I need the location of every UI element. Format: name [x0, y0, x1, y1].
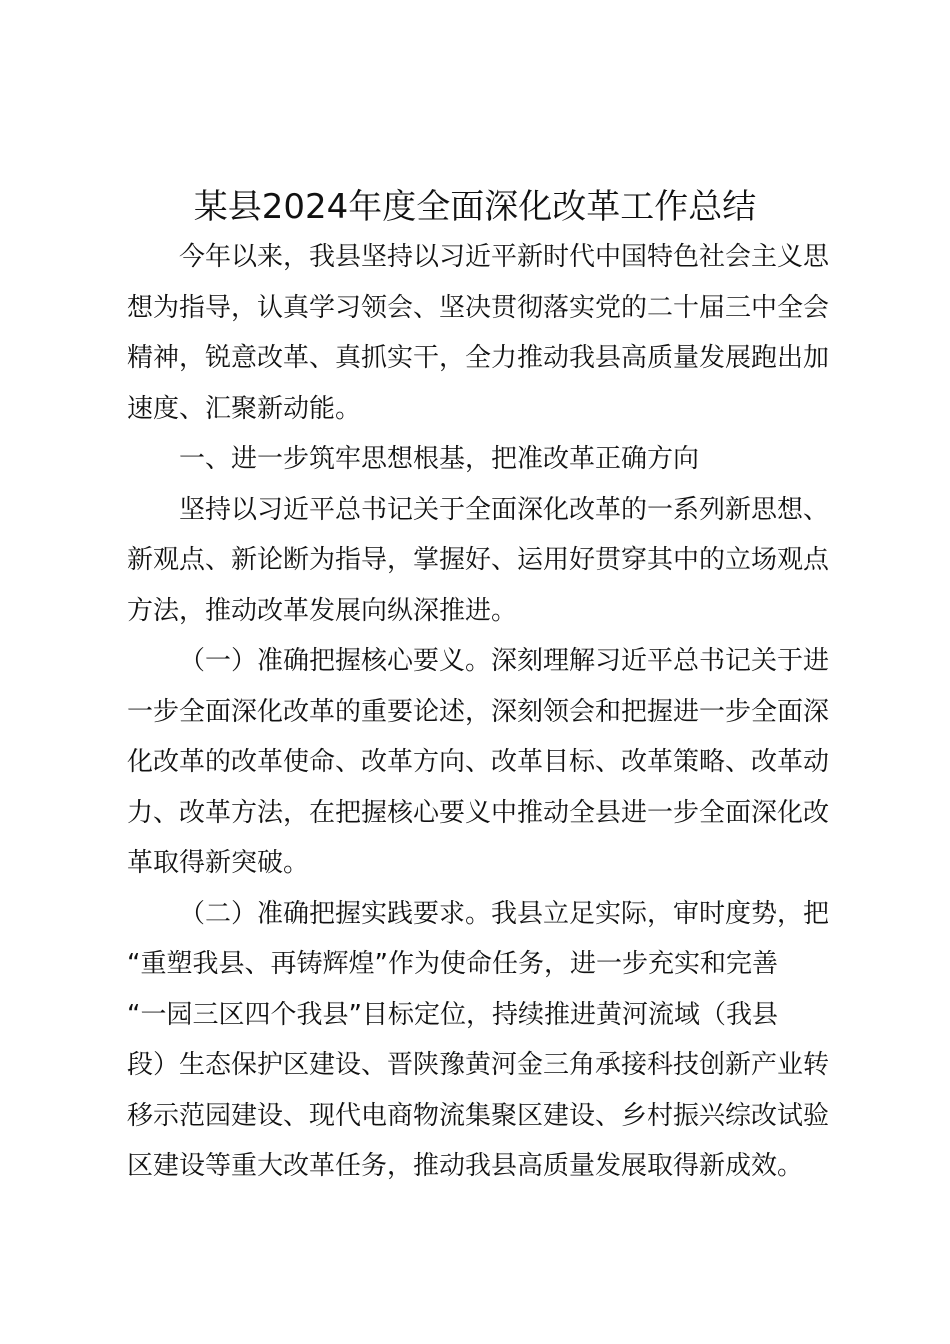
- paragraph-line: 新观点、新论断为指导，掌握好、运用好贯穿其中的立场观点: [127, 545, 830, 575]
- paragraph-line: 想为指导，认真学习领会、坚决贯彻落实党的二十届三中全会: [127, 292, 830, 323]
- paragraph-subsection-1: [127, 636, 830, 889]
- paragraph-line: （一）准确把握核心要义。深刻理解习近平总书记关于进: [179, 646, 830, 676]
- paragraph-intro: [127, 232, 830, 434]
- paragraph-line: 区建设等重大改革任务，推动我县高质量发展取得新成效。: [127, 1151, 804, 1181]
- section-heading-text: 一、进一步筑牢思想根基，把准改革正确方向: [179, 444, 700, 474]
- paragraph-line: “一园三区四个我县”目标定位，持续推进黄河流域（我县: [127, 999, 778, 1030]
- document-title: 某县2024年度全面深化改革工作总结: [193, 187, 757, 227]
- paragraph-section-1-intro: [127, 485, 830, 637]
- paragraph-line: 速度、汇聚新动能。: [127, 393, 362, 424]
- paragraph-line: 化改革的改革使命、改革方向、改革目标、改革策略、改革动: [127, 747, 830, 777]
- paragraph-line: 坚持以习近平总书记关于全面深化改革的一系列新思想、: [179, 494, 830, 525]
- paragraph-line: 段）生态保护区建设、晋陕豫黄河金三角承接科技创新产业转: [127, 1050, 830, 1080]
- paragraph-line: 移示范园建设、现代电商物流集聚区建设、乡村振兴综改试验: [127, 1100, 830, 1131]
- paragraph-line: 革取得新突破。: [127, 848, 310, 878]
- paragraph-line: 力、改革方法，在把握核心要义中推动全县进一步全面深化改: [127, 797, 830, 828]
- paragraph-line: 方法，推动改革发展向纵深推进。: [127, 595, 518, 626]
- paragraph-line: （二）准确把握实践要求。我县立足实际，审时度势，把: [179, 898, 830, 929]
- paragraph-line: 一步全面深化改革的重要论述，深刻领会和把握进一步全面深: [127, 696, 830, 727]
- paragraph-line: “重塑我县、再铸辉煌”作为使命任务，进一步充实和完善: [127, 949, 778, 979]
- paragraph-line: 今年以来，我县坚持以习近平新时代中国特色社会主义思: [179, 242, 830, 272]
- paragraph-subsection-2: [127, 889, 830, 1192]
- document-body: [127, 232, 830, 1192]
- section-heading-1: [127, 434, 827, 485]
- paragraph-line: 精神，锐意改革、真抓实干，全力推动我县高质量发展跑出加: [127, 343, 830, 373]
